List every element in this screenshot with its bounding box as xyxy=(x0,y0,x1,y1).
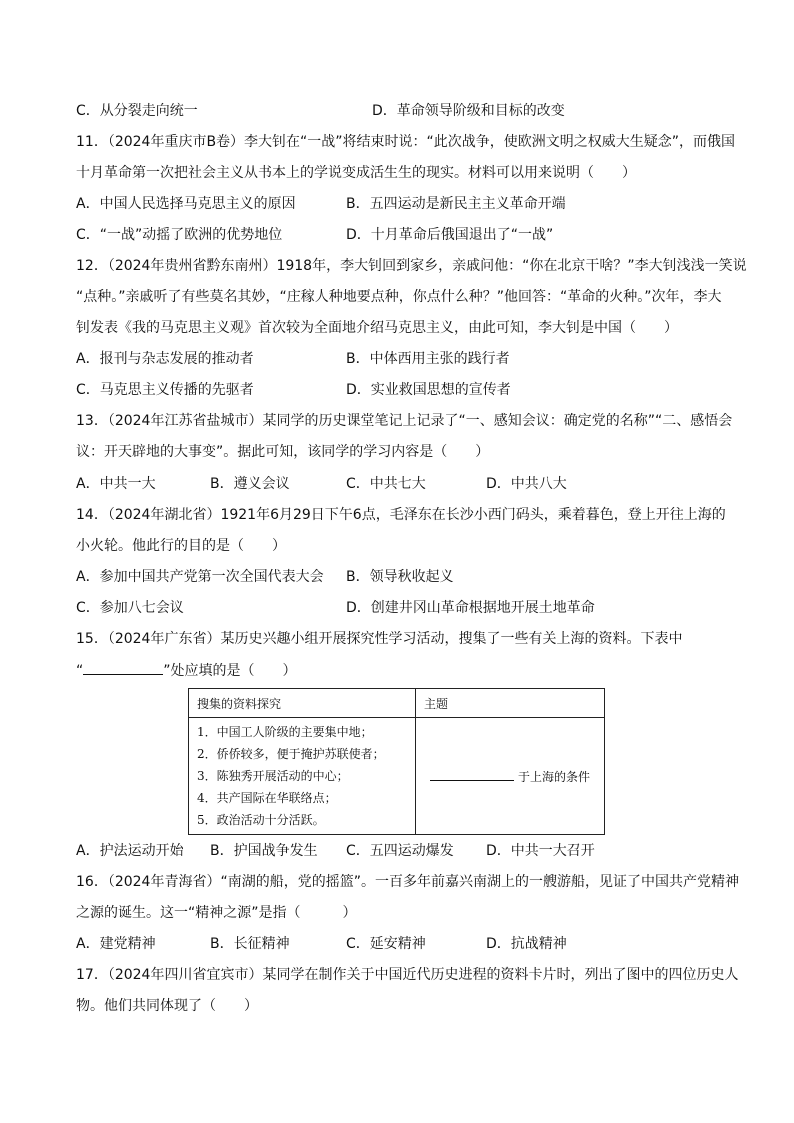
q11-option-d: D．十月革命后俄国退出了“一战” xyxy=(346,227,554,243)
table-item: 1．中国工人阶级的主要集中地； xyxy=(197,725,373,739)
q13-stem-line2: 议：开天辟地的大事变”。据此可知，该同学的学习内容是（ ） xyxy=(76,444,490,460)
q13-option-d: D．中共八大 xyxy=(486,476,567,492)
q15-stem-line2 xyxy=(76,660,726,681)
table-header-topic: 主题 xyxy=(416,689,605,718)
q10-option-d: D．革命领导阶级和目标的改变 xyxy=(372,103,565,119)
q11-stem-line2: 十月革命第一次把社会主义从书本上的学说变成活生生的现实。材料可以用来说明（ ） xyxy=(76,165,636,181)
table-item: 3．陈独秀开展活动的中心； xyxy=(197,769,349,783)
q15-options xyxy=(76,841,726,861)
q15-option-c: C．五四运动爆发 xyxy=(346,843,454,859)
table-header-materials: 搜集的资料探究 xyxy=(189,689,416,718)
q17-stem-line2: 物。他们共同体现了（ ） xyxy=(76,998,258,1014)
q12-stem-line2: “点种。”亲戚听了有些莫名其妙，“庄稼人种地要点种，你点什么种？”他回答：“革命的火种。”次年，李大 xyxy=(76,289,722,305)
q14-option-d: D．创建井冈山革命根据地开展土地革命 xyxy=(346,600,595,616)
q12-option-c: C．马克思主义传播的先驱者 xyxy=(76,382,254,398)
topic-suffix: 于上海的条件 xyxy=(517,769,590,784)
q12-option-a: A．报刊与杂志发展的推动者 xyxy=(76,351,254,367)
q12-stem-line3: 钊发表《我的马克思主义观》首次较为全面地介绍马克思主义，由此可知，李大钊是中国（ ） xyxy=(76,320,678,336)
q11-stem-line1: 11．（2024年重庆市B卷）李大钊在“一战”将结束时说：“此次战争，使欧洲文明之权威大生疑念”，而俄国 xyxy=(76,134,736,150)
q13-option-b: B．遵义会议 xyxy=(210,476,290,492)
q16-option-a: A．建党精神 xyxy=(76,936,156,952)
q11-option-a: A．中国人民选择马克思主义的原因 xyxy=(76,196,296,212)
q15-option-b: B．护国战争发生 xyxy=(210,843,318,859)
table-materials-cell xyxy=(189,718,416,835)
q15-answer-blank xyxy=(83,660,163,675)
q16-option-b: B．长征精神 xyxy=(210,936,290,952)
q11-options-row2 xyxy=(76,225,726,245)
topic-answer-blank xyxy=(430,768,514,781)
q13-option-c: C．中共七大 xyxy=(346,476,426,492)
q13-option-a: A．中共一大 xyxy=(76,476,156,492)
q15-open-quote: “ xyxy=(76,663,84,679)
table-item: 4．共产国际在华联络点； xyxy=(197,791,337,805)
q16-stem-line2: 之源的诞生。这一“精神之源”是指（ ） xyxy=(76,905,357,921)
q12-option-d: D．实业救国思想的宣传者 xyxy=(346,382,511,398)
q11-options-row1 xyxy=(76,194,726,214)
q12-options-row2 xyxy=(76,380,726,400)
q14-stem-line2: 小火轮。他此行的目的是（ ） xyxy=(76,538,286,554)
q10-option-c: C．从分裂走向统一 xyxy=(76,103,198,119)
q11-option-b: B．五四运动是新民主主义革命开端 xyxy=(346,196,566,212)
q16-option-c: C．延安精神 xyxy=(346,936,426,952)
table-item: 2．侨侨较多，便于掩护苏联使者； xyxy=(197,747,385,761)
q17-stem-line1: 17．（2024年四川省宜宾市）某同学在制作关于中国近代历史进程的资料卡片时，列出了图中的四位历史人 xyxy=(76,967,739,983)
q14-option-b: B．领导秋收起义 xyxy=(346,569,454,585)
q16-stem-line1: 16．（2024年青海省）“南湖的船，党的摇篮”。一百多年前嘉兴南湖上的一艘游船，见证了中国共产党精神 xyxy=(76,874,739,890)
q12-stem-line1: 12．（2024年贵州省黔东南州）1918年，李大钊回到家乡，亲戚问他：“你在北京干啥？”李大钊浅浅一笑说 xyxy=(76,258,747,274)
q14-option-a: A．参加中国共产党第一次全国代表大会 xyxy=(76,569,324,585)
q16-option-d: D．抗战精神 xyxy=(486,936,567,952)
q14-stem-line1: 14．（2024年湖北省）1921年6月29日下午6点，毛泽东在长沙小西门码头，乘着暮色，登上开往上海的 xyxy=(76,507,726,523)
table-item: 5．政治活动十分活跃。 xyxy=(197,813,325,827)
q10-options xyxy=(76,101,726,121)
q15-option-d: D．中共一大召开 xyxy=(486,843,595,859)
table-topic-cell xyxy=(416,718,605,835)
q15-source-table xyxy=(188,688,605,835)
q14-options-row1 xyxy=(76,567,726,587)
q13-stem-line1: 13．（2024年江苏省盐城市）某同学的历史课堂笔记上记录了“一、感知会议：确定党的名称”“二、感悟会 xyxy=(76,413,733,429)
q15-stem-line1: 15．（2024年广东省）某历史兴趣小组开展探究性学习活动，搜集了一些有关上海的资料。下表中 xyxy=(76,631,683,647)
q15-option-a: A．护法运动开始 xyxy=(76,843,184,859)
q15-stem-line2-tail: ”处应填的是（ ） xyxy=(163,663,297,679)
q16-options xyxy=(76,934,726,954)
q14-option-c: C．参加八七会议 xyxy=(76,600,184,616)
q12-options-row1 xyxy=(76,349,726,369)
q13-options xyxy=(76,474,726,494)
q12-option-b: B．中体西用主张的践行者 xyxy=(346,351,510,367)
q11-option-c: C．“一战”动摇了欧洲的优势地位 xyxy=(76,227,283,243)
q14-options-row2 xyxy=(76,598,726,618)
